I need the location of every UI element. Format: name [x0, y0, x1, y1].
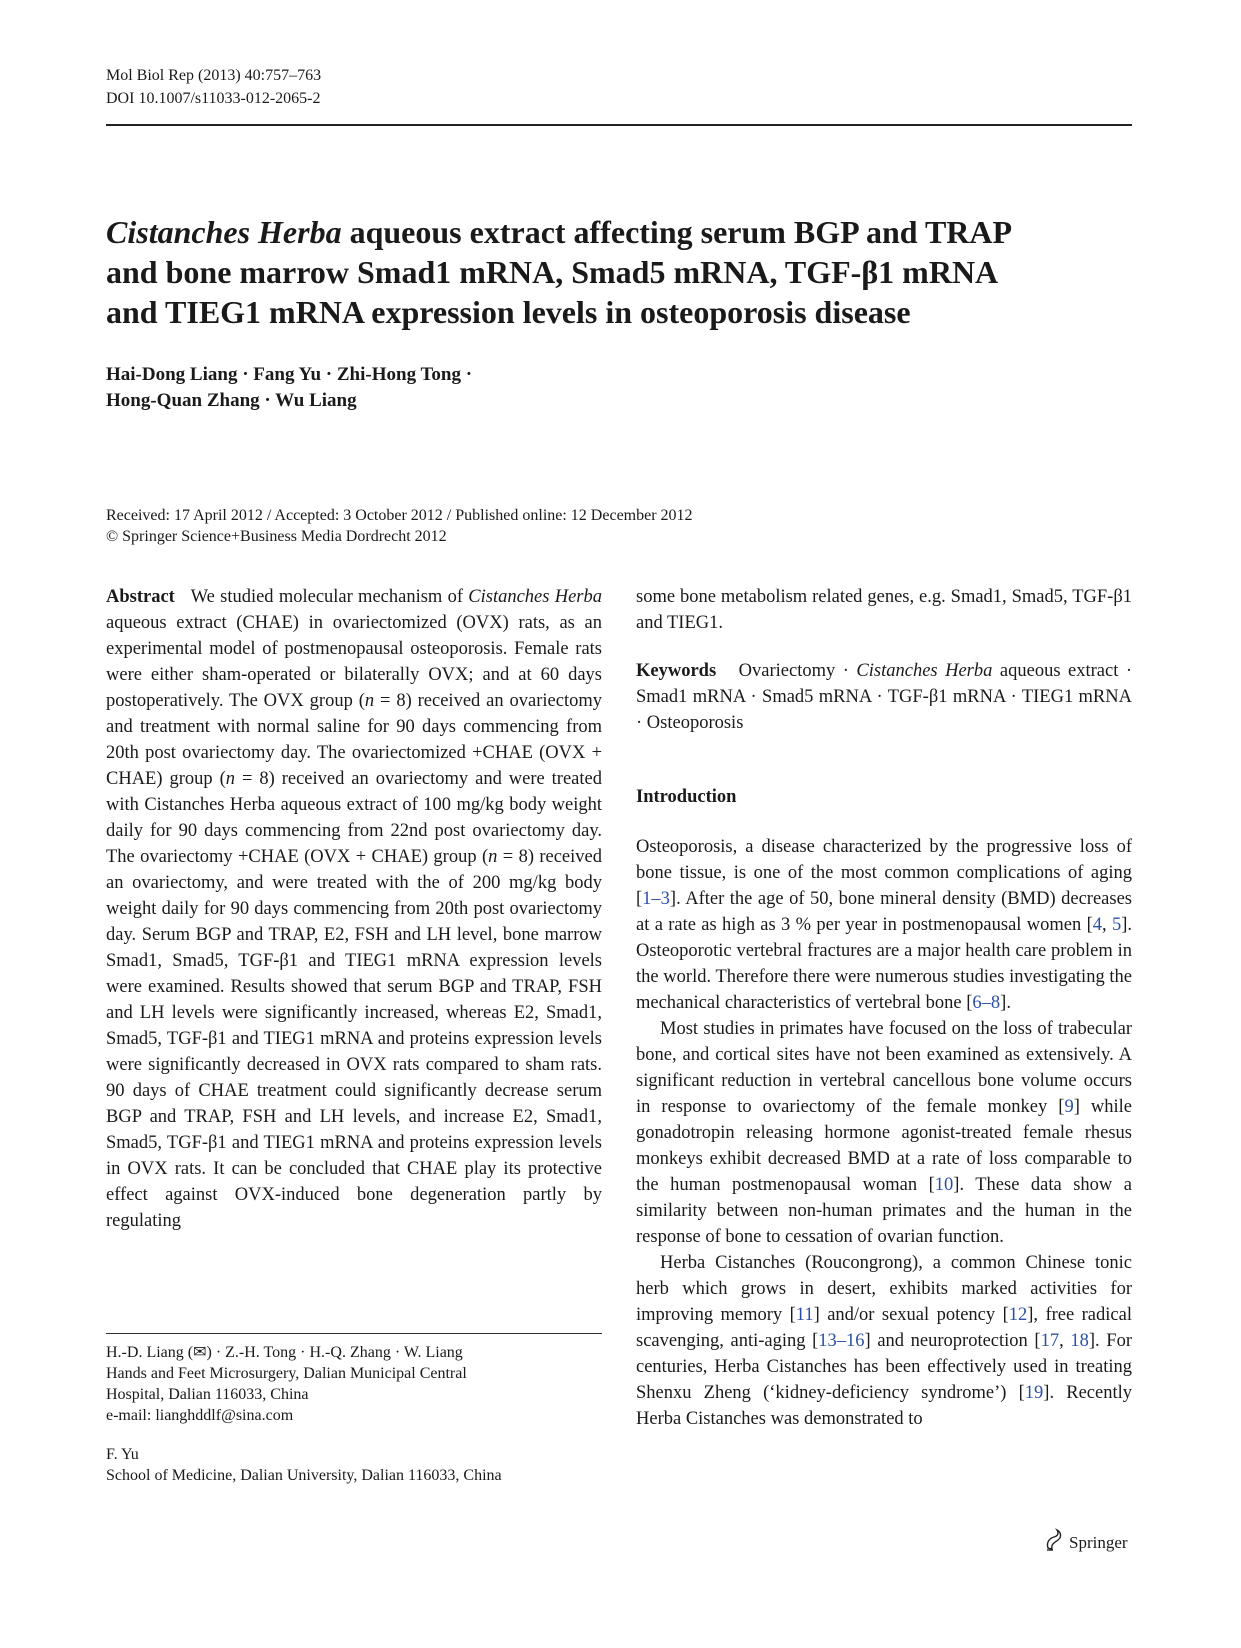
citation-link[interactable]: 17 [1040, 1331, 1060, 1351]
citation-link[interactable]: 13–16 [818, 1331, 865, 1351]
header-rule [106, 124, 1132, 126]
citation-link[interactable]: 18 [1070, 1331, 1089, 1351]
introduction-heading: Introduction [636, 787, 737, 807]
copyright-line: © Springer Science+Business Media Dordrecht 2012 [106, 528, 447, 545]
citation-link[interactable]: 19 [1024, 1383, 1044, 1403]
affiliation-2: F. Yu School of Medicine, Dalian University, Dalian 116033, China [106, 1446, 502, 1484]
springer-logo-icon [1044, 1528, 1064, 1557]
abstract-continued: some bone metabolism related genes, e.g. Smad1, Smad5, TGF-β1 and TIEG1. [636, 587, 1132, 633]
citation-link[interactable]: 1–3 [642, 889, 670, 909]
publication-dates [106, 505, 693, 547]
dates-line: Received: 17 April 2012 / Accepted: 3 October 2012 / Published online: 12 December 2012 [106, 507, 693, 524]
affiliation-1: H.-D. Liang (✉) · Z.-H. Tong · H.-Q. Zhang · W. Liang Hands and Feet Microsurgery, Dalian Municipal Central Hospital, Dalian 116033, China e-mail: lianghddlf@sina.com [106, 1342, 602, 1426]
authors-line2: Hong-Quan Zhang · Wu Liang [106, 390, 357, 411]
title-italic: Cistanches Herba [106, 214, 342, 250]
journal-citation: Mol Biol Rep (2013) 40:757–763 [106, 67, 322, 84]
citation-link[interactable]: 4 [1092, 915, 1102, 935]
intro-paragraph-1: Osteoporosis, a disease characterized by the progressive loss of bone tissue, is one of the most common complications of aging [1–3]. After the age of 50, bone mineral density (BMD) decreases at a rate as high as 3 % per year in postmenopausal women [4, 5]. Osteoporotic vertebral fractures are a major health care problem in the world. Therefore there were numerous studies investigating the mechanical characteristics of vertebral bone [6–8]. [636, 837, 1133, 1013]
footnote-rule [106, 1333, 602, 1334]
publisher-footer [1044, 1528, 1128, 1557]
running-header [106, 64, 321, 110]
citation-link[interactable]: 12 [1008, 1305, 1028, 1325]
title-line2: and bone marrow Smad1 mRNA, Smad5 mRNA, TGF-β1 mRNA [106, 254, 999, 290]
right-column [636, 584, 1132, 1432]
citation-link[interactable]: 5 [1111, 915, 1122, 935]
intro-paragraph-3: Herba Cistanches (Roucongrong), a common Chinese tonic herb which grows in desert, exhibits marked activities for improving memory [11] and/or sexual potency [12], free radical scavenging, anti-aging [13–16] and neuroprotection [17, 18]. For centuries, Herba Cistanches has been effectively used in treating Shenxu Zheng (‘kidney-deficiency syndrome’) [19]. Recently Herba Cistanches was demonstrated to [636, 1253, 1132, 1429]
authors-line1: Hai-Dong Liang · Fang Yu · Zhi-Hong Tong · [106, 364, 473, 385]
citation-link[interactable]: 6–8 [972, 993, 1001, 1013]
citation-link[interactable]: 11 [795, 1305, 814, 1325]
abstract-heading: Abstract [106, 587, 175, 607]
keywords-paragraph: Keywords Ovariectomy · Cistanches Herba aqueous extract · Smad1 mRNA · Smad5 mRNA · TGF-β1 mRNA · TIEG1 mRNA · Osteoporosis [636, 661, 1132, 733]
left-column [106, 584, 602, 1234]
citation-link[interactable]: 9 [1064, 1097, 1074, 1117]
paper-title [106, 212, 1146, 332]
title-line1: aqueous extract affecting serum BGP and TRAP [341, 214, 1013, 250]
keywords-heading: Keywords [636, 661, 717, 681]
abstract-paragraph: Abstract We studied molecular mechanism of Cistanches Herba aqueous extract (CHAE) in ovariectomized (OVX) rats, as an experimental model of postmenopausal osteoporosis. Female rats were either sham-operated or bilaterally OVX; and at 60 days postoperatively. The OVX group (n = 8) received an ovariectomy and treatment with normal saline for 90 days commencing from 20th post ovariectomy day. The ovariectomized +CHAE (OVX + CHAE) group (n = 8) received an ovariectomy and were treated with Cistanches Herba aqueous extract of 100 mg/kg body weight daily for 90 days commencing from 22nd post ovariectomy day. The ovariectomy +CHAE (OVX + CHAE) group (n = 8) received an ovariectomy, and were treated with the of 200 mg/kg body weight daily for 90 days commencing from 20th post ovariectomy day. Serum BGP and TRAP, E2, FSH and LH level, bone marrow Smad1, Smad5, TGF-β1 and TIEG1 mRNA expression levels were examined. Results showed that serum BGP and TRAP, FSH and LH levels were significantly increased, whereas E2, Smad1, Smad5, TGF-β1 and TIEG1 mRNA and proteins expression levels were significantly decreased in OVX rats compared to sham rats. 90 days of CHAE treatment could significantly decrease serum BGP and TRAP, FSH and LH levels, and increase E2, Smad1, Smad5, TGF-β1 and TIEG1 mRNA and proteins expression levels in OVX rats. It can be concluded that CHAE play its protective effect against OVX-induced bone degeneration partly by regulating [106, 587, 602, 1231]
intro-paragraph-2: Most studies in primates have focused on the loss of trabecular bone, and cortical sites have not been examined as extensively. A significant reduction in vertebral cancellous bone volume occurs in response to ovariectomy of the female monkey [9] while gonadotropin releasing hormone agonist-treated female rhesus monkeys exhibit decreased BMD at a rate of loss comparable to the human postmenopausal woman [10]. These data show a similarity between non-human primates and the human in the response of bone to cessation of ovarian function. [636, 1019, 1132, 1247]
email-address: e-mail: lianghddlf@sina.com [106, 1407, 294, 1424]
doi: DOI 10.1007/s11033-012-2065-2 [106, 90, 321, 107]
title-line3: and TIEG1 mRNA expression levels in osteoporosis disease [106, 294, 911, 330]
citation-link[interactable]: 10 [934, 1175, 954, 1195]
author-list [106, 362, 806, 414]
publisher-name: Springer [1069, 1532, 1128, 1552]
